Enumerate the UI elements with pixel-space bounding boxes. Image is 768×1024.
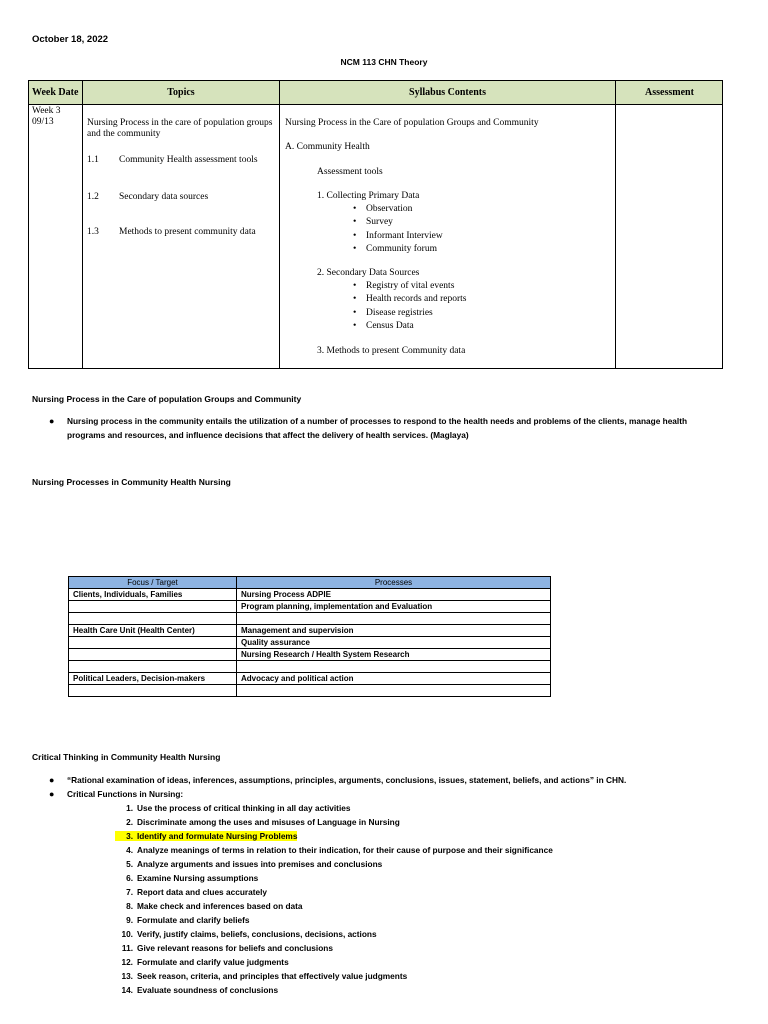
secondary-data-heading: 2. Secondary Data Sources xyxy=(317,268,420,278)
secondary-data-item: • Health records and reports xyxy=(366,294,467,305)
content-community-health: A. Community Health xyxy=(285,142,370,152)
table-row xyxy=(69,673,551,685)
content-assessment-tools: Assessment tools xyxy=(317,167,383,177)
secondary-data-item: • Registry of vital events xyxy=(366,281,454,292)
section-paragraph: “Rational examination of ideas, inferences, assumptions, principles, arguments, conclusions, issues, statement, beliefs, and actions” in CHN. xyxy=(67,775,627,785)
process-cell: Quality assurance xyxy=(237,637,551,649)
secondary-data-item: • Disease registries xyxy=(366,308,433,319)
list-item: 10. Verify, justify claims, beliefs, conclusions, decisions, actions xyxy=(121,929,377,939)
topic-number: 1.2 xyxy=(87,192,99,202)
document-date: October 18, 2022 xyxy=(32,34,109,45)
section-title: Nursing Processes in Community Health Nursing xyxy=(32,477,231,487)
secondary-data-item: • Census Data xyxy=(366,321,414,332)
process-cell xyxy=(237,661,551,673)
table-row xyxy=(69,685,551,697)
process-cell: Management and supervision xyxy=(237,625,551,637)
header-focus-target: Focus / Target xyxy=(69,577,237,589)
table-row xyxy=(69,637,551,649)
topic-number: 1.1 xyxy=(87,155,99,165)
topic-text: Community Health assessment tools xyxy=(119,155,258,165)
focus-cell xyxy=(69,637,237,649)
header-syllabus-contents: Syllabus Contents xyxy=(409,87,486,98)
list-item: 9. Formulate and clarify beliefs xyxy=(126,915,250,925)
process-cell: Program planning, implementation and Evaluation xyxy=(237,601,551,613)
header-processes: Processes xyxy=(237,577,551,589)
list-item: 4. Analyze meanings of terms in relation to their indication, for their cause of purpose and their significance xyxy=(126,845,553,855)
list-item: 8. Make check and inferences based on data xyxy=(126,901,303,911)
process-cell: Advocacy and political action xyxy=(237,673,551,685)
table-row xyxy=(69,613,551,625)
process-cell: Nursing Research / Health System Research xyxy=(237,649,551,661)
critical-functions-heading: Critical Functions in Nursing: xyxy=(67,789,184,799)
table-row xyxy=(69,601,551,613)
methods-heading: 3. Methods to present Community data xyxy=(317,346,466,356)
table-row xyxy=(69,661,551,673)
header-topics: Topics xyxy=(167,87,195,98)
focus-cell xyxy=(69,601,237,613)
primary-data-item: • Informant Interview xyxy=(366,231,443,242)
section-paragraph: Nursing process in the community entails the utilization of a number of processes to respond to the health needs and problems of the clients, manage health programs and resources, and influence decisions that affect the delivery of health services. (Maglaya) xyxy=(67,416,688,440)
focus-cell: Health Care Unit (Health Center) xyxy=(69,625,237,637)
list-item: 14. Evaluate soundness of conclusions xyxy=(121,985,279,995)
focus-cell: Political Leaders, Decision-makers xyxy=(69,673,237,685)
topic-title: Nursing Process in the care of population groups and the community xyxy=(87,118,273,139)
header-week-date: Week Date xyxy=(32,86,79,98)
process-cell xyxy=(237,685,551,697)
process-cell: Nursing Process ADPIE xyxy=(237,589,551,601)
week-label: Week 3 xyxy=(32,106,61,116)
focus-cell: Clients, Individuals, Families xyxy=(69,589,237,601)
primary-data-item: • Observation xyxy=(366,204,412,215)
topic-text: Methods to present community data xyxy=(119,227,256,237)
list-item: 11. Give relevant reasons for beliefs and conclusions xyxy=(121,943,333,953)
bullet-icon: ● xyxy=(49,416,55,426)
list-item: 1. Use the process of critical thinking in all day activities xyxy=(126,803,351,813)
list-item-highlighted: 3. Identify and formulate Nursing Problems xyxy=(115,829,297,843)
primary-data-item: • Community forum xyxy=(366,244,437,255)
list-item: 5. Analyze arguments and issues into premises and conclusions xyxy=(126,859,383,869)
topic-text: Secondary data sources xyxy=(119,192,209,202)
focus-cell xyxy=(69,649,237,661)
primary-data-item: • Survey xyxy=(366,217,393,228)
table-row xyxy=(69,649,551,661)
section-title: Critical Thinking in Community Health Nursing xyxy=(32,752,221,762)
header-assessment: Assessment xyxy=(645,87,694,98)
section-title: Nursing Process in the Care of population Groups and Community xyxy=(32,394,302,404)
syllabus-table xyxy=(28,80,723,369)
list-item: 12. Formulate and clarify value judgments xyxy=(121,957,289,967)
focus-cell xyxy=(69,685,237,697)
bullet-icon: ● xyxy=(49,789,55,799)
week-date: 09/13 xyxy=(32,117,54,127)
process-cell xyxy=(237,613,551,625)
list-item: 6. Examine Nursing assumptions xyxy=(126,873,259,883)
primary-data-heading: 1. Collecting Primary Data xyxy=(317,191,420,201)
topic-number: 1.3 xyxy=(87,227,99,237)
list-item: 2. Discriminate among the uses and misuses of Language in Nursing xyxy=(126,817,400,827)
focus-process-table xyxy=(68,576,551,697)
bullet-icon: ● xyxy=(49,775,55,785)
focus-cell xyxy=(69,661,237,673)
table-row xyxy=(69,625,551,637)
list-item: 13. Seek reason, criteria, and principles that effectively value judgments xyxy=(121,971,408,981)
list-item: 7. Report data and clues accurately xyxy=(126,887,268,897)
focus-cell xyxy=(69,613,237,625)
content-title: Nursing Process in the Care of population Groups and Community xyxy=(285,118,539,128)
table-row xyxy=(69,589,551,601)
course-title: NCM 113 CHN Theory xyxy=(340,57,428,67)
